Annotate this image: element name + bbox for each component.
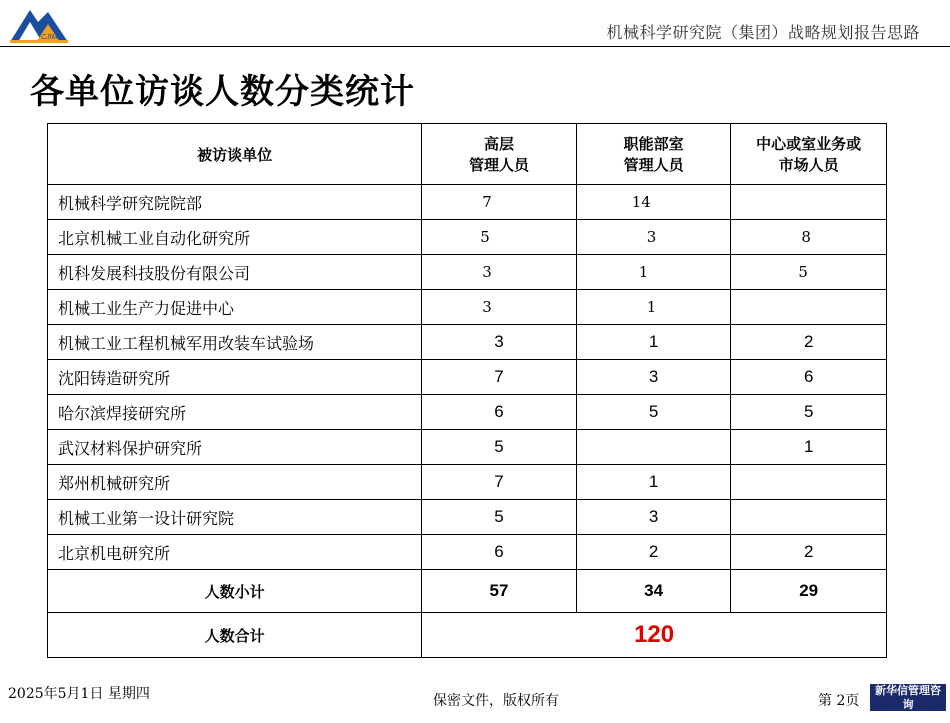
unit-name: 郑州机械研究所 [48,465,422,500]
subtotal-label: 人数小计 [48,570,422,613]
center-count: 2 [731,325,887,360]
logo-text: CJIM [41,34,58,41]
dept-count: 2 [576,535,731,570]
senior-count: 6 [422,395,577,430]
footer-date: 2025年5月1日 星期四 [8,686,150,702]
unit-name: 北京机械工业自动化研究所 [48,220,422,255]
unit-name: 机械工业工程机械军用改装车试验场 [48,325,422,360]
unit-name: 机械工业第一设计研究院 [48,500,422,535]
senior-count: 5 [422,500,577,535]
table-row [48,255,887,290]
dept-count: 5 [576,395,731,430]
dept-count: 3 [576,220,731,255]
unit-name: 机械科学研究院院部 [48,185,422,220]
subtotal-center: 29 [731,570,887,613]
table-row [48,395,887,430]
center-count [731,465,887,500]
table-row [48,465,887,500]
table-row [48,360,887,395]
header-unit: 被访谈单位 [48,124,422,185]
header-senior: 高层 管理人员 [422,124,577,185]
center-count [731,290,887,325]
subtotal-row [48,570,887,613]
dept-count: 1 [576,325,731,360]
table-row [48,500,887,535]
unit-name: 哈尔滨焊接研究所 [48,395,422,430]
senior-count: 7 [422,185,577,220]
total-label: 人数合计 [48,613,422,658]
grand-total: 120 [422,613,887,658]
center-count: 2 [731,535,887,570]
senior-count: 5 [422,430,577,465]
table-row [48,430,887,465]
table-row [48,535,887,570]
center-count: 1 [731,430,887,465]
header-center: 中心或室业务或 市场人员 [731,124,887,185]
subtotal-senior: 57 [422,570,577,613]
center-count: 5 [731,395,887,430]
center-count [731,500,887,535]
dept-count [576,430,731,465]
senior-count: 7 [422,465,577,500]
subtotal-dept: 34 [576,570,731,613]
footer-confidential: 保密文件，版权所有 [433,693,559,709]
table-row [48,220,887,255]
senior-count: 6 [422,535,577,570]
logo-icon [8,6,70,46]
brand-name-cn: 新华信管理咨询 [875,684,941,711]
header-divider [0,46,950,47]
page-number: 第 2页 [818,693,860,709]
brand-logo [870,684,946,722]
center-count: 5 [731,255,887,290]
brand-name-en: SINOTRUST [880,713,936,722]
dept-count: 14 [576,185,731,220]
unit-name: 沈阳铸造研究所 [48,360,422,395]
table-row [48,290,887,325]
unit-name: 北京机电研究所 [48,535,422,570]
unit-name: 机械工业生产力促进中心 [48,290,422,325]
center-count [731,185,887,220]
dept-count: 1 [576,255,731,290]
header-dept: 职能部室 管理人员 [576,124,731,185]
dept-count: 1 [576,465,731,500]
center-count: 8 [731,220,887,255]
table-header-row [48,124,887,185]
interview-stats-table [47,123,887,658]
senior-count: 7 [422,360,577,395]
header-title: 机械科学研究院（集团）战略规划报告思路 [606,23,920,42]
dept-count: 3 [576,360,731,395]
senior-count: 3 [422,325,577,360]
dept-count: 1 [576,290,731,325]
unit-name: 武汉材料保护研究所 [48,430,422,465]
table-row [48,185,887,220]
center-count: 6 [731,360,887,395]
senior-count: 3 [422,255,577,290]
unit-name: 机科发展科技股份有限公司 [48,255,422,290]
table-row [48,325,887,360]
senior-count: 3 [422,290,577,325]
senior-count: 5 [422,220,577,255]
dept-count: 3 [576,500,731,535]
page-title: 各单位访谈人数分类统计 [30,72,415,112]
total-row [48,613,887,658]
company-logo [8,6,70,46]
